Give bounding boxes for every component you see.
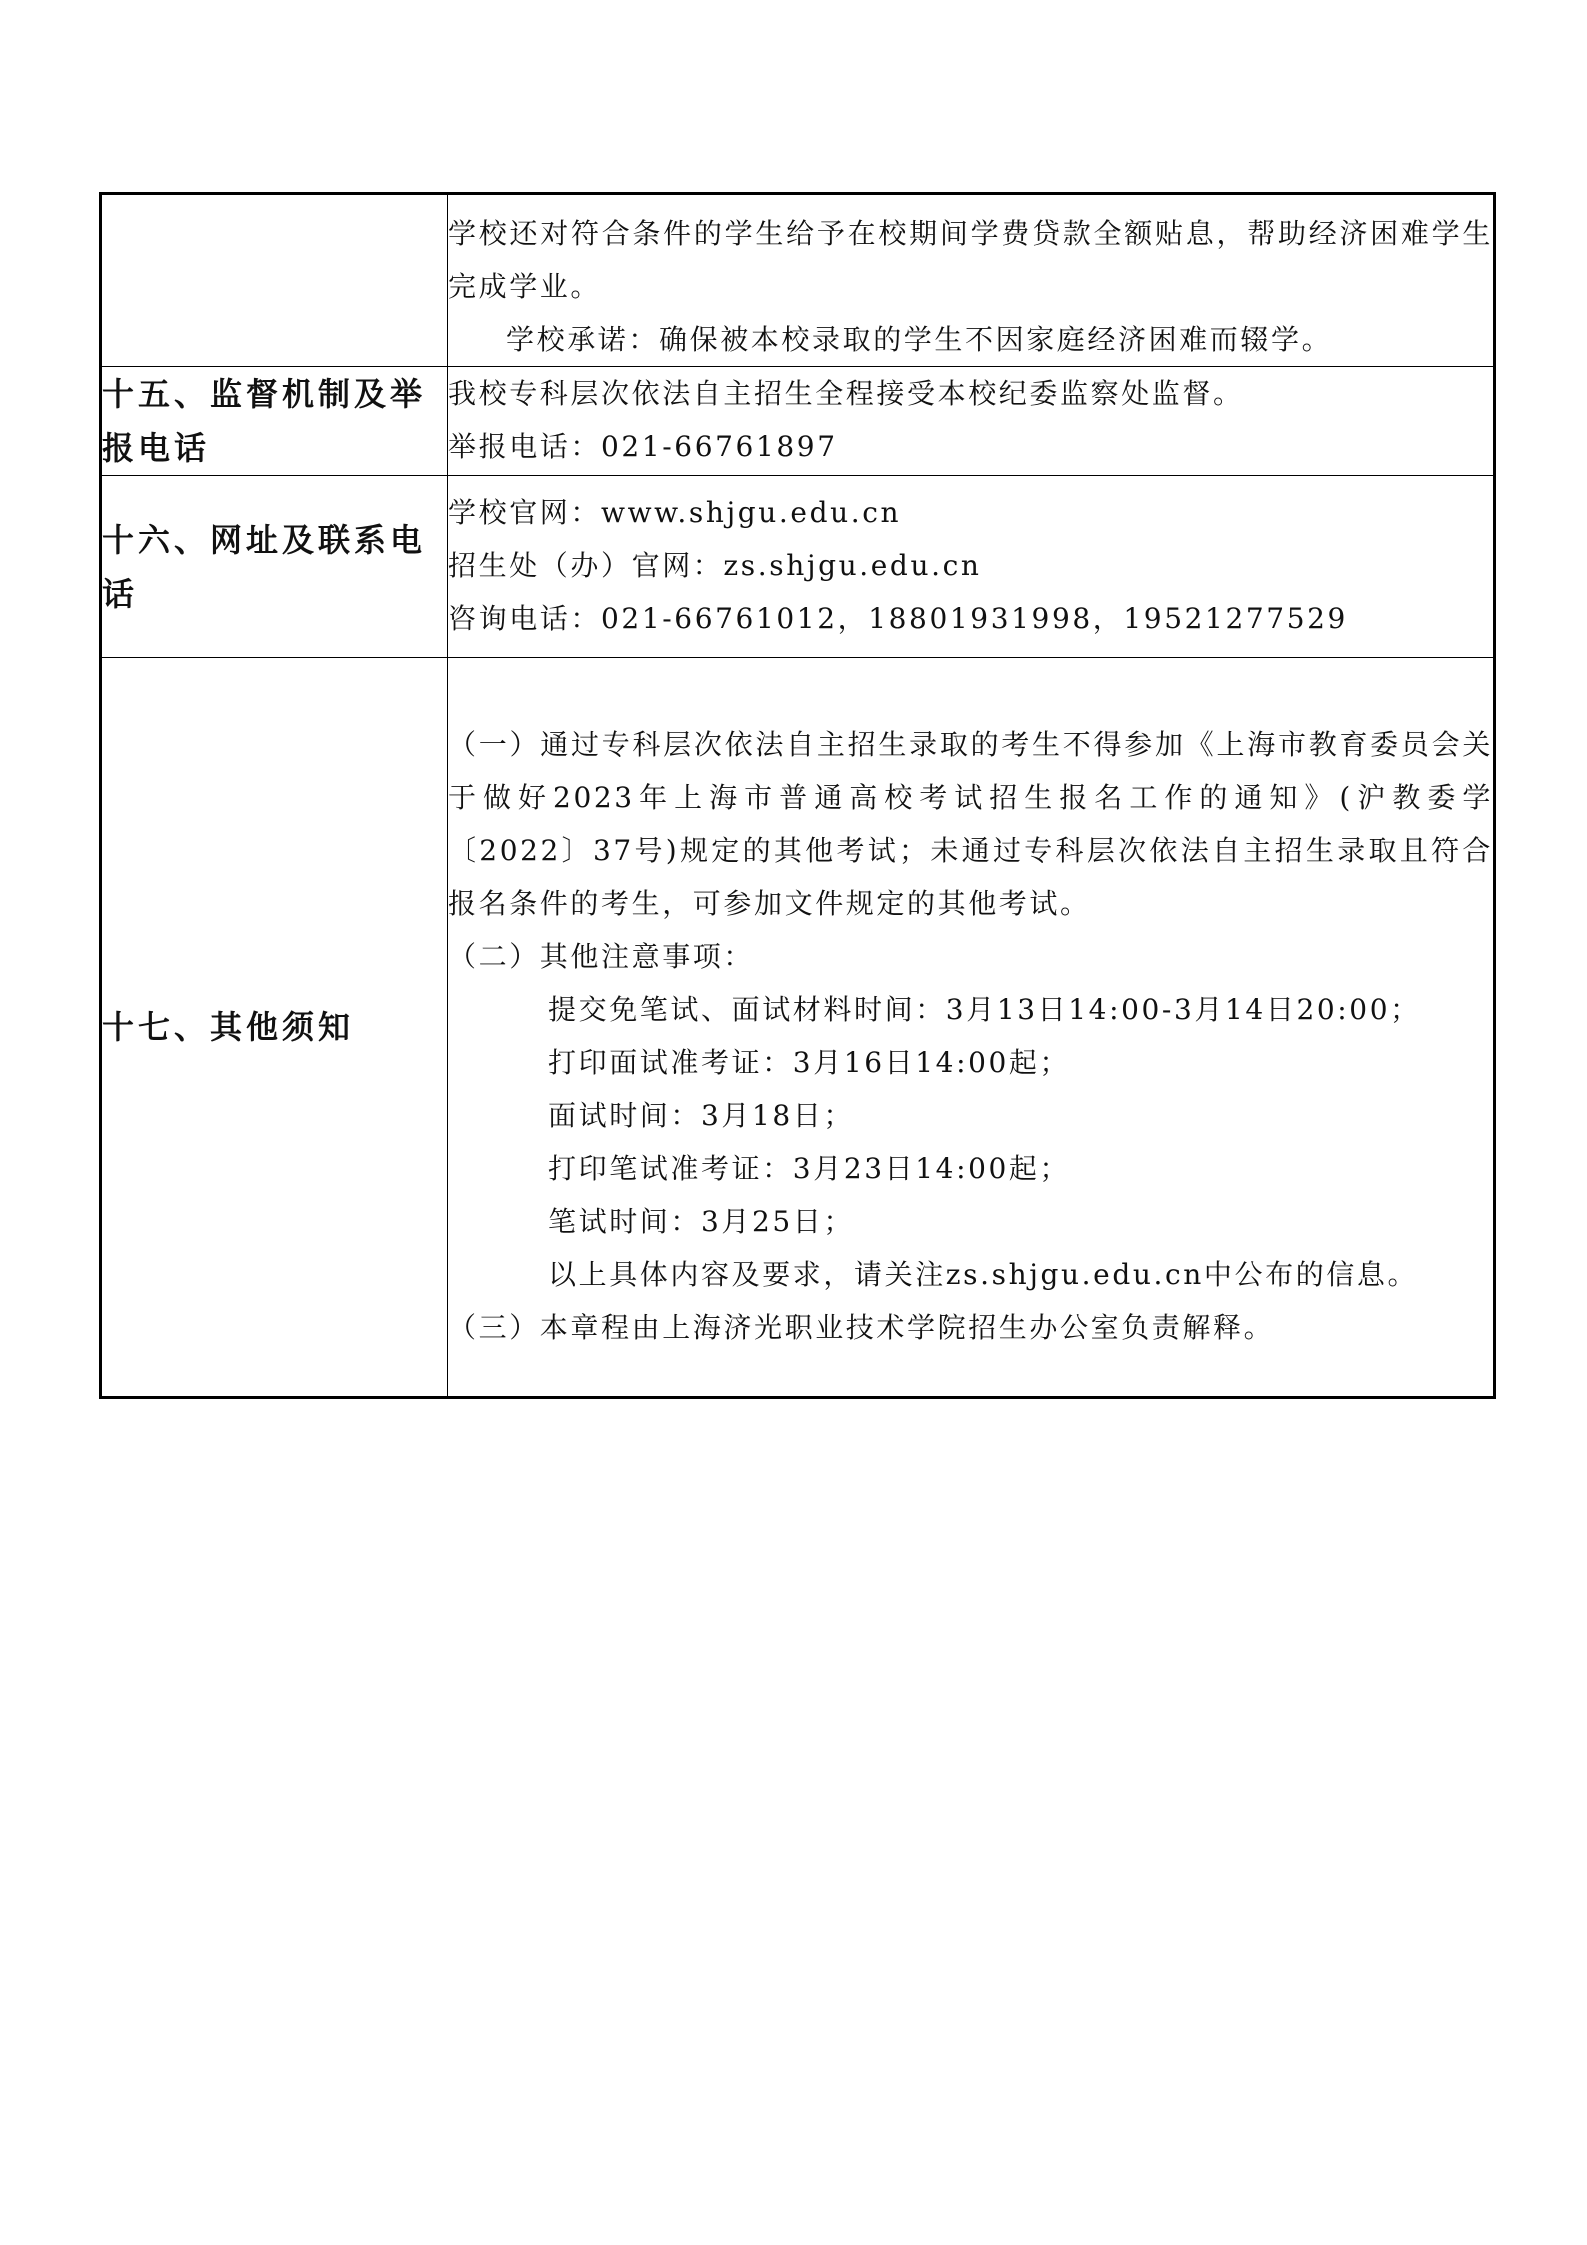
row-header-supervision: 十五、监督机制及举报电话 [101, 367, 448, 476]
note-paragraph-2-title: （二）其他注意事项： [448, 940, 755, 973]
note-item: 打印面试准考证：3月16日14:00起； [548, 1046, 1071, 1079]
note-item: 打印笔试准考证：3月23日14:00起； [548, 1152, 1071, 1185]
row-content [448, 476, 1495, 658]
note-item: 提交免笔试、面试材料时间：3月13日14:00-3月14日20:00； [548, 993, 1421, 1026]
note-item: 笔试时间：3月25日； [548, 1205, 855, 1238]
admissions-website: 招生处（办）官网：zs.shjgu.edu.cn [448, 549, 982, 582]
school-website: 学校官网：www.shjgu.edu.cn [448, 496, 902, 529]
row-content [448, 658, 1495, 1398]
supervision-text: 我校专科层次依法自主招生全程接受本校纪委监察处监督。 [448, 377, 1244, 410]
note-paragraph-3: （三）本章程由上海济光职业技术学院招生办公室负责解释。 [448, 1311, 1275, 1344]
note-item: 面试时间：3月18日； [548, 1099, 855, 1132]
note-item: 以上具体内容及要求，请关注zs.shjgu.edu.cn中公布的信息。 [548, 1258, 1419, 1291]
note-paragraph-1: （一）通过专科层次依法自主招生录取的考生不得参加《上海市教育委员会关于做好2023年上海市普通高校考试招生报名工作的通知》(沪教委学〔2022〕37号)规定的其他考试；未通过专科层次依法自主招生录取且符合报名条件的考生，可参加文件规定的其他考试。 [448, 728, 1493, 920]
table-row [101, 476, 1495, 658]
row-header-website-contact: 十六、网址及联系电话 [101, 476, 448, 658]
row-content [448, 194, 1495, 367]
paragraph-school-promise: 学校承诺：确保被本校录取的学生不因家庭经济困难而辍学。 [506, 323, 1333, 356]
consult-phone: 咨询电话：021-66761012，18801931998，19521277529 [448, 602, 1348, 635]
report-phone: 举报电话：021-66761897 [448, 430, 838, 463]
document-table [99, 192, 1496, 1399]
table-row [101, 194, 1495, 367]
row-header-other-notes: 十七、其他须知 [101, 658, 448, 1398]
row-content [448, 367, 1495, 476]
paragraph-loan-subsidy: 学校还对符合条件的学生给予在校期间学费贷款全额贴息，帮助经济困难学生完成学业。 [448, 217, 1493, 303]
table-row [101, 367, 1495, 476]
table-row [101, 658, 1495, 1398]
row-header-empty [101, 194, 448, 367]
